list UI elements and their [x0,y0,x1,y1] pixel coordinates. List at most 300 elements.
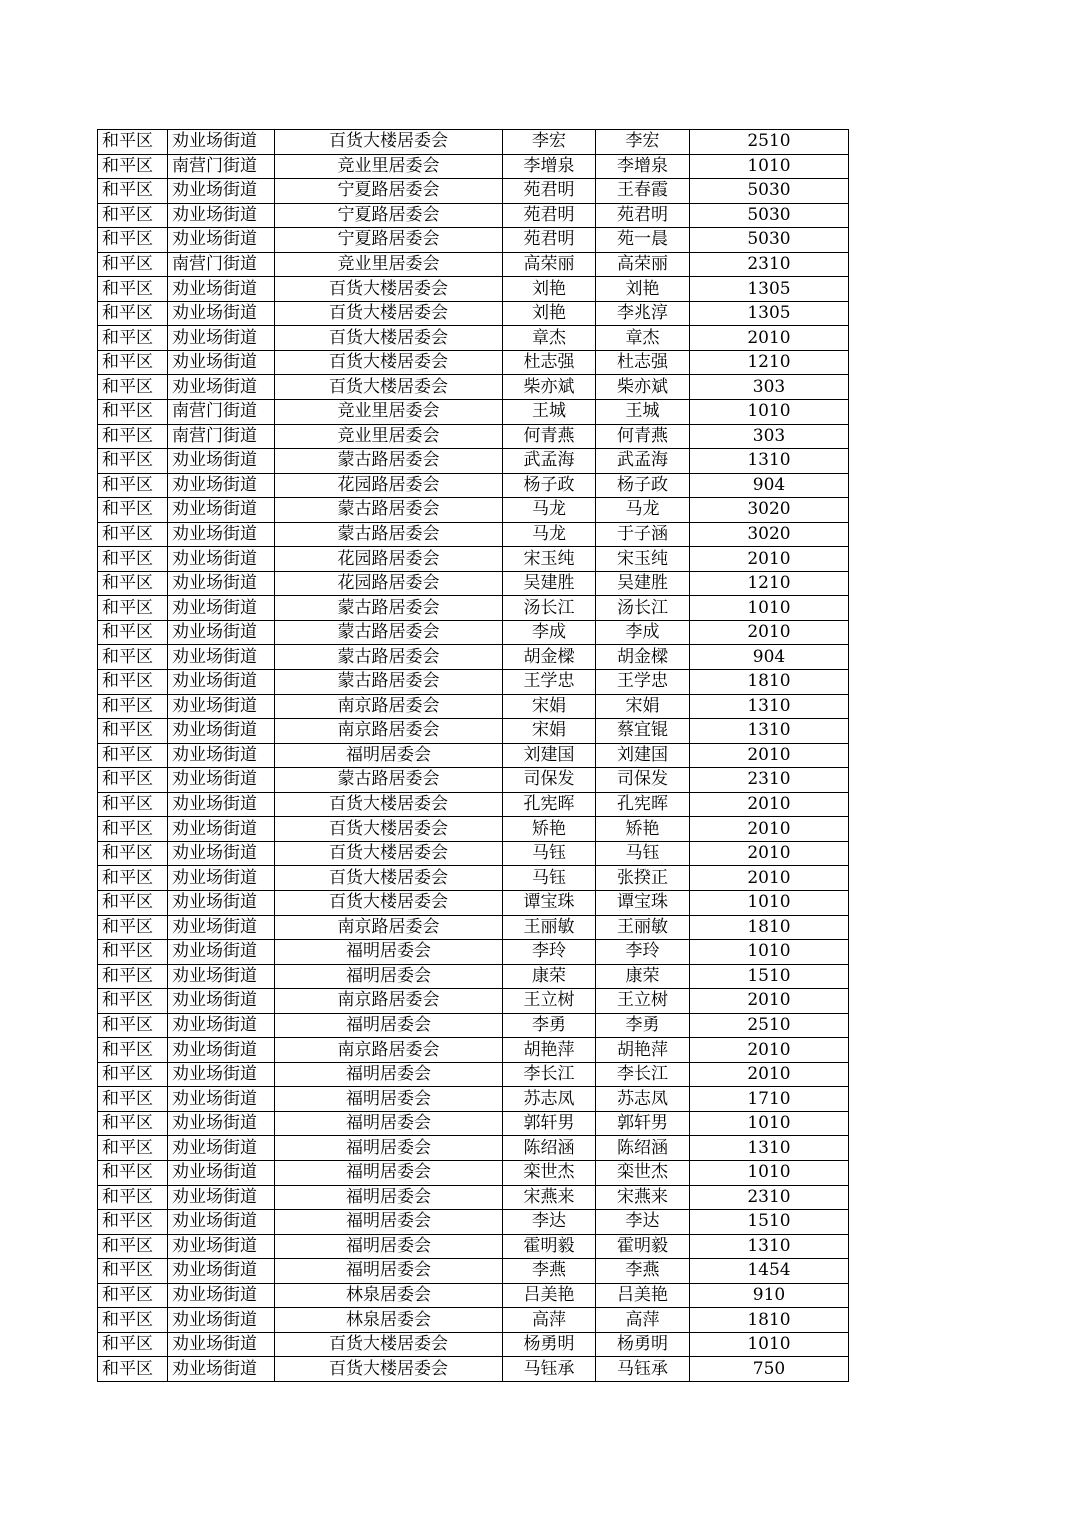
member-cell[interactable]: 李兆淳 [596,301,690,326]
street-cell[interactable]: 劝业场街道 [168,1111,275,1136]
applicant-cell[interactable]: 宋娟 [503,719,596,744]
committee-cell[interactable]: 南京路居委会 [275,719,503,744]
member-cell[interactable]: 陈绍涵 [596,1136,690,1161]
district-cell[interactable]: 和平区 [98,449,168,474]
amount-cell[interactable]: 2010 [690,326,849,351]
street-cell[interactable]: 劝业场街道 [168,350,275,375]
district-cell[interactable]: 和平区 [98,179,168,204]
member-cell[interactable]: 何青燕 [596,424,690,449]
district-cell[interactable]: 和平区 [98,1062,168,1087]
committee-cell[interactable]: 百货大楼居委会 [275,866,503,891]
committee-cell[interactable]: 百货大楼居委会 [275,130,503,155]
member-cell[interactable]: 康荣 [596,964,690,989]
street-cell[interactable]: 劝业场街道 [168,522,275,547]
district-cell[interactable]: 和平区 [98,645,168,670]
member-cell[interactable]: 谭宝珠 [596,890,690,915]
district-cell[interactable]: 和平区 [98,1013,168,1038]
committee-cell[interactable]: 福明居委会 [275,1136,503,1161]
district-cell[interactable]: 和平区 [98,890,168,915]
district-cell[interactable]: 和平区 [98,1087,168,1112]
committee-cell[interactable]: 宁夏路居委会 [275,179,503,204]
amount-cell[interactable]: 1810 [690,1308,849,1333]
district-cell[interactable]: 和平区 [98,1308,168,1333]
member-cell[interactable]: 高荣丽 [596,252,690,277]
amount-cell[interactable]: 2310 [690,768,849,793]
committee-cell[interactable]: 百货大楼居委会 [275,1332,503,1357]
applicant-cell[interactable]: 栾世杰 [503,1160,596,1185]
committee-cell[interactable]: 花园路居委会 [275,571,503,596]
district-cell[interactable]: 和平区 [98,866,168,891]
amount-cell[interactable]: 1510 [690,964,849,989]
amount-cell[interactable]: 1010 [690,940,849,965]
applicant-cell[interactable]: 李玲 [503,940,596,965]
member-cell[interactable]: 王城 [596,400,690,425]
applicant-cell[interactable]: 王立树 [503,989,596,1014]
applicant-cell[interactable]: 高萍 [503,1308,596,1333]
district-cell[interactable]: 和平区 [98,1283,168,1308]
applicant-cell[interactable]: 矫艳 [503,817,596,842]
committee-cell[interactable]: 竞业里居委会 [275,252,503,277]
street-cell[interactable]: 劝业场街道 [168,203,275,228]
member-cell[interactable]: 蔡宜锟 [596,719,690,744]
district-cell[interactable]: 和平区 [98,326,168,351]
street-cell[interactable]: 劝业场街道 [168,1062,275,1087]
street-cell[interactable]: 劝业场街道 [168,277,275,302]
applicant-cell[interactable]: 宋燕来 [503,1185,596,1210]
street-cell[interactable]: 劝业场街道 [168,1160,275,1185]
district-cell[interactable]: 和平区 [98,817,168,842]
amount-cell[interactable]: 910 [690,1283,849,1308]
member-cell[interactable]: 章杰 [596,326,690,351]
member-cell[interactable]: 王春霞 [596,179,690,204]
member-cell[interactable]: 郭轩男 [596,1111,690,1136]
member-cell[interactable]: 苑君明 [596,203,690,228]
member-cell[interactable]: 杜志强 [596,350,690,375]
amount-cell[interactable]: 2010 [690,792,849,817]
district-cell[interactable]: 和平区 [98,743,168,768]
member-cell[interactable]: 李玲 [596,940,690,965]
district-cell[interactable]: 和平区 [98,1210,168,1235]
member-cell[interactable]: 李燕 [596,1259,690,1284]
district-cell[interactable]: 和平区 [98,670,168,695]
street-cell[interactable]: 劝业场街道 [168,130,275,155]
street-cell[interactable]: 南营门街道 [168,252,275,277]
street-cell[interactable]: 劝业场街道 [168,1308,275,1333]
applicant-cell[interactable]: 吴建胜 [503,571,596,596]
member-cell[interactable]: 栾世杰 [596,1160,690,1185]
committee-cell[interactable]: 宁夏路居委会 [275,228,503,253]
committee-cell[interactable]: 百货大楼居委会 [275,350,503,375]
amount-cell[interactable]: 1310 [690,719,849,744]
applicant-cell[interactable]: 胡艳萍 [503,1038,596,1063]
committee-cell[interactable]: 百货大楼居委会 [275,841,503,866]
applicant-cell[interactable]: 李长江 [503,1062,596,1087]
committee-cell[interactable]: 花园路居委会 [275,547,503,572]
amount-cell[interactable]: 2510 [690,1013,849,1038]
amount-cell[interactable]: 2010 [690,866,849,891]
applicant-cell[interactable]: 李宏 [503,130,596,155]
applicant-cell[interactable]: 李增泉 [503,154,596,179]
applicant-cell[interactable]: 陈绍涵 [503,1136,596,1161]
street-cell[interactable]: 劝业场街道 [168,473,275,498]
street-cell[interactable]: 劝业场街道 [168,1234,275,1259]
applicant-cell[interactable]: 章杰 [503,326,596,351]
district-cell[interactable]: 和平区 [98,498,168,523]
district-cell[interactable]: 和平区 [98,964,168,989]
committee-cell[interactable]: 南京路居委会 [275,989,503,1014]
applicant-cell[interactable]: 马钰 [503,841,596,866]
street-cell[interactable]: 劝业场街道 [168,964,275,989]
amount-cell[interactable]: 3020 [690,522,849,547]
district-cell[interactable]: 和平区 [98,547,168,572]
member-cell[interactable]: 胡金樑 [596,645,690,670]
member-cell[interactable]: 吴建胜 [596,571,690,596]
applicant-cell[interactable]: 高荣丽 [503,252,596,277]
committee-cell[interactable]: 百货大楼居委会 [275,792,503,817]
district-cell[interactable]: 和平区 [98,1357,168,1382]
street-cell[interactable]: 劝业场街道 [168,1185,275,1210]
committee-cell[interactable]: 蒙古路居委会 [275,670,503,695]
committee-cell[interactable]: 林泉居委会 [275,1283,503,1308]
amount-cell[interactable]: 1810 [690,670,849,695]
street-cell[interactable]: 劝业场街道 [168,1136,275,1161]
amount-cell[interactable]: 1010 [690,154,849,179]
committee-cell[interactable]: 蒙古路居委会 [275,645,503,670]
street-cell[interactable]: 劝业场街道 [168,1259,275,1284]
amount-cell[interactable]: 5030 [690,203,849,228]
amount-cell[interactable]: 1710 [690,1087,849,1112]
district-cell[interactable]: 和平区 [98,1259,168,1284]
applicant-cell[interactable]: 宋玉纯 [503,547,596,572]
street-cell[interactable]: 劝业场街道 [168,1283,275,1308]
amount-cell[interactable]: 1010 [690,596,849,621]
amount-cell[interactable]: 1010 [690,890,849,915]
committee-cell[interactable]: 福明居委会 [275,1062,503,1087]
applicant-cell[interactable]: 胡金樑 [503,645,596,670]
committee-cell[interactable]: 福明居委会 [275,940,503,965]
street-cell[interactable]: 劝业场街道 [168,449,275,474]
amount-cell[interactable]: 1454 [690,1259,849,1284]
committee-cell[interactable]: 花园路居委会 [275,473,503,498]
member-cell[interactable]: 柴亦斌 [596,375,690,400]
street-cell[interactable]: 劝业场街道 [168,547,275,572]
applicant-cell[interactable]: 宋娟 [503,694,596,719]
street-cell[interactable]: 劝业场街道 [168,228,275,253]
amount-cell[interactable]: 2010 [690,620,849,645]
applicant-cell[interactable]: 杨勇明 [503,1332,596,1357]
street-cell[interactable]: 劝业场街道 [168,375,275,400]
amount-cell[interactable]: 2010 [690,547,849,572]
amount-cell[interactable]: 1310 [690,1136,849,1161]
amount-cell[interactable]: 303 [690,375,849,400]
member-cell[interactable]: 李成 [596,620,690,645]
member-cell[interactable]: 苑一晨 [596,228,690,253]
district-cell[interactable]: 和平区 [98,1136,168,1161]
district-cell[interactable]: 和平区 [98,130,168,155]
street-cell[interactable]: 劝业场街道 [168,596,275,621]
committee-cell[interactable]: 百货大楼居委会 [275,890,503,915]
committee-cell[interactable]: 蒙古路居委会 [275,522,503,547]
amount-cell[interactable]: 1010 [690,1332,849,1357]
committee-cell[interactable]: 福明居委会 [275,1210,503,1235]
committee-cell[interactable]: 蒙古路居委会 [275,768,503,793]
amount-cell[interactable]: 1510 [690,1210,849,1235]
amount-cell[interactable]: 5030 [690,228,849,253]
applicant-cell[interactable]: 李成 [503,620,596,645]
district-cell[interactable]: 和平区 [98,473,168,498]
member-cell[interactable]: 孔宪晖 [596,792,690,817]
street-cell[interactable]: 劝业场街道 [168,1087,275,1112]
member-cell[interactable]: 吕美艳 [596,1283,690,1308]
district-cell[interactable]: 和平区 [98,915,168,940]
district-cell[interactable]: 和平区 [98,940,168,965]
committee-cell[interactable]: 南京路居委会 [275,1038,503,1063]
district-cell[interactable]: 和平区 [98,989,168,1014]
amount-cell[interactable]: 1010 [690,1111,849,1136]
district-cell[interactable]: 和平区 [98,841,168,866]
street-cell[interactable]: 劝业场街道 [168,817,275,842]
district-cell[interactable]: 和平区 [98,694,168,719]
street-cell[interactable]: 劝业场街道 [168,1210,275,1235]
district-cell[interactable]: 和平区 [98,1111,168,1136]
amount-cell[interactable]: 1305 [690,301,849,326]
street-cell[interactable]: 劝业场街道 [168,915,275,940]
committee-cell[interactable]: 南京路居委会 [275,694,503,719]
committee-cell[interactable]: 百货大楼居委会 [275,375,503,400]
district-cell[interactable]: 和平区 [98,1234,168,1259]
committee-cell[interactable]: 蒙古路居委会 [275,449,503,474]
street-cell[interactable]: 劝业场街道 [168,1013,275,1038]
street-cell[interactable]: 劝业场街道 [168,326,275,351]
amount-cell[interactable]: 2010 [690,841,849,866]
street-cell[interactable]: 劝业场街道 [168,768,275,793]
member-cell[interactable]: 李长江 [596,1062,690,1087]
applicant-cell[interactable]: 武孟海 [503,449,596,474]
member-cell[interactable]: 高萍 [596,1308,690,1333]
member-cell[interactable]: 矫艳 [596,817,690,842]
street-cell[interactable]: 劝业场街道 [168,989,275,1014]
applicant-cell[interactable]: 李勇 [503,1013,596,1038]
street-cell[interactable]: 劝业场街道 [168,645,275,670]
applicant-cell[interactable]: 康荣 [503,964,596,989]
member-cell[interactable]: 王学忠 [596,670,690,695]
committee-cell[interactable]: 福明居委会 [275,1087,503,1112]
committee-cell[interactable]: 福明居委会 [275,964,503,989]
committee-cell[interactable]: 蒙古路居委会 [275,620,503,645]
applicant-cell[interactable]: 司保发 [503,768,596,793]
applicant-cell[interactable]: 孔宪晖 [503,792,596,817]
applicant-cell[interactable]: 杜志强 [503,350,596,375]
member-cell[interactable]: 霍明毅 [596,1234,690,1259]
amount-cell[interactable]: 2310 [690,252,849,277]
committee-cell[interactable]: 竞业里居委会 [275,424,503,449]
applicant-cell[interactable]: 何青燕 [503,424,596,449]
member-cell[interactable]: 刘艳 [596,277,690,302]
district-cell[interactable]: 和平区 [98,596,168,621]
committee-cell[interactable]: 福明居委会 [275,1185,503,1210]
committee-cell[interactable]: 宁夏路居委会 [275,203,503,228]
applicant-cell[interactable]: 杨子政 [503,473,596,498]
applicant-cell[interactable]: 苑君明 [503,203,596,228]
amount-cell[interactable]: 2310 [690,1185,849,1210]
applicant-cell[interactable]: 苑君明 [503,179,596,204]
street-cell[interactable]: 劝业场街道 [168,940,275,965]
committee-cell[interactable]: 南京路居委会 [275,915,503,940]
district-cell[interactable]: 和平区 [98,719,168,744]
district-cell[interactable]: 和平区 [98,203,168,228]
street-cell[interactable]: 劝业场街道 [168,571,275,596]
street-cell[interactable]: 劝业场街道 [168,1357,275,1382]
amount-cell[interactable]: 2010 [690,989,849,1014]
applicant-cell[interactable]: 霍明毅 [503,1234,596,1259]
street-cell[interactable]: 劝业场街道 [168,694,275,719]
amount-cell[interactable]: 2010 [690,1038,849,1063]
district-cell[interactable]: 和平区 [98,1038,168,1063]
applicant-cell[interactable]: 马龙 [503,522,596,547]
amount-cell[interactable]: 303 [690,424,849,449]
amount-cell[interactable]: 904 [690,645,849,670]
amount-cell[interactable]: 1310 [690,1234,849,1259]
street-cell[interactable]: 南营门街道 [168,424,275,449]
district-cell[interactable]: 和平区 [98,522,168,547]
street-cell[interactable]: 南营门街道 [168,154,275,179]
applicant-cell[interactable]: 刘艳 [503,301,596,326]
committee-cell[interactable]: 百货大楼居委会 [275,277,503,302]
committee-cell[interactable]: 蒙古路居委会 [275,498,503,523]
amount-cell[interactable]: 2510 [690,130,849,155]
applicant-cell[interactable]: 柴亦斌 [503,375,596,400]
member-cell[interactable]: 李增泉 [596,154,690,179]
district-cell[interactable]: 和平区 [98,350,168,375]
street-cell[interactable]: 劝业场街道 [168,1038,275,1063]
district-cell[interactable]: 和平区 [98,154,168,179]
applicant-cell[interactable]: 刘建国 [503,743,596,768]
street-cell[interactable]: 劝业场街道 [168,620,275,645]
amount-cell[interactable]: 1310 [690,694,849,719]
member-cell[interactable]: 胡艳萍 [596,1038,690,1063]
member-cell[interactable]: 于子涵 [596,522,690,547]
applicant-cell[interactable]: 马龙 [503,498,596,523]
member-cell[interactable]: 武孟海 [596,449,690,474]
amount-cell[interactable]: 750 [690,1357,849,1382]
member-cell[interactable]: 宋燕来 [596,1185,690,1210]
committee-cell[interactable]: 福明居委会 [275,1160,503,1185]
member-cell[interactable]: 李宏 [596,130,690,155]
applicant-cell[interactable]: 苑君明 [503,228,596,253]
street-cell[interactable]: 劝业场街道 [168,670,275,695]
applicant-cell[interactable]: 马钰承 [503,1357,596,1382]
member-cell[interactable]: 宋娟 [596,694,690,719]
committee-cell[interactable]: 福明居委会 [275,1111,503,1136]
street-cell[interactable]: 劝业场街道 [168,498,275,523]
amount-cell[interactable]: 1010 [690,400,849,425]
district-cell[interactable]: 和平区 [98,228,168,253]
amount-cell[interactable]: 3020 [690,498,849,523]
committee-cell[interactable]: 竞业里居委会 [275,154,503,179]
committee-cell[interactable]: 百货大楼居委会 [275,326,503,351]
applicant-cell[interactable]: 马钰 [503,866,596,891]
member-cell[interactable]: 刘建国 [596,743,690,768]
street-cell[interactable]: 劝业场街道 [168,866,275,891]
street-cell[interactable]: 劝业场街道 [168,179,275,204]
committee-cell[interactable]: 林泉居委会 [275,1308,503,1333]
street-cell[interactable]: 劝业场街道 [168,1332,275,1357]
district-cell[interactable]: 和平区 [98,1185,168,1210]
member-cell[interactable]: 李达 [596,1210,690,1235]
district-cell[interactable]: 和平区 [98,1332,168,1357]
committee-cell[interactable]: 百货大楼居委会 [275,1357,503,1382]
member-cell[interactable]: 王立树 [596,989,690,1014]
applicant-cell[interactable]: 李达 [503,1210,596,1235]
amount-cell[interactable]: 1810 [690,915,849,940]
street-cell[interactable]: 劝业场街道 [168,890,275,915]
member-cell[interactable]: 宋玉纯 [596,547,690,572]
district-cell[interactable]: 和平区 [98,620,168,645]
applicant-cell[interactable]: 汤长江 [503,596,596,621]
amount-cell[interactable]: 2010 [690,817,849,842]
committee-cell[interactable]: 蒙古路居委会 [275,596,503,621]
committee-cell[interactable]: 福明居委会 [275,743,503,768]
amount-cell[interactable]: 2010 [690,743,849,768]
member-cell[interactable]: 马钰承 [596,1357,690,1382]
street-cell[interactable]: 劝业场街道 [168,719,275,744]
committee-cell[interactable]: 福明居委会 [275,1259,503,1284]
amount-cell[interactable]: 5030 [690,179,849,204]
member-cell[interactable]: 张揆正 [596,866,690,891]
committee-cell[interactable]: 竞业里居委会 [275,400,503,425]
applicant-cell[interactable]: 刘艳 [503,277,596,302]
committee-cell[interactable]: 福明居委会 [275,1234,503,1259]
applicant-cell[interactable]: 谭宝珠 [503,890,596,915]
district-cell[interactable]: 和平区 [98,571,168,596]
amount-cell[interactable]: 1305 [690,277,849,302]
committee-cell[interactable]: 福明居委会 [275,1013,503,1038]
member-cell[interactable]: 马钰 [596,841,690,866]
street-cell[interactable]: 南营门街道 [168,400,275,425]
applicant-cell[interactable]: 苏志凤 [503,1087,596,1112]
amount-cell[interactable]: 2010 [690,1062,849,1087]
district-cell[interactable]: 和平区 [98,301,168,326]
member-cell[interactable]: 杨勇明 [596,1332,690,1357]
member-cell[interactable]: 马龙 [596,498,690,523]
district-cell[interactable]: 和平区 [98,375,168,400]
applicant-cell[interactable]: 王城 [503,400,596,425]
member-cell[interactable]: 李勇 [596,1013,690,1038]
amount-cell[interactable]: 904 [690,473,849,498]
street-cell[interactable]: 劝业场街道 [168,301,275,326]
amount-cell[interactable]: 1210 [690,571,849,596]
applicant-cell[interactable]: 李燕 [503,1259,596,1284]
district-cell[interactable]: 和平区 [98,424,168,449]
committee-cell[interactable]: 百货大楼居委会 [275,817,503,842]
member-cell[interactable]: 杨子政 [596,473,690,498]
applicant-cell[interactable]: 吕美艳 [503,1283,596,1308]
applicant-cell[interactable]: 王丽敏 [503,915,596,940]
amount-cell[interactable]: 1210 [690,350,849,375]
street-cell[interactable]: 劝业场街道 [168,792,275,817]
district-cell[interactable]: 和平区 [98,252,168,277]
district-cell[interactable]: 和平区 [98,400,168,425]
district-cell[interactable]: 和平区 [98,277,168,302]
applicant-cell[interactable]: 郭轩男 [503,1111,596,1136]
member-cell[interactable]: 汤长江 [596,596,690,621]
amount-cell[interactable]: 1010 [690,1160,849,1185]
member-cell[interactable]: 司保发 [596,768,690,793]
applicant-cell[interactable]: 王学忠 [503,670,596,695]
district-cell[interactable]: 和平区 [98,768,168,793]
street-cell[interactable]: 劝业场街道 [168,743,275,768]
amount-cell[interactable]: 1310 [690,449,849,474]
